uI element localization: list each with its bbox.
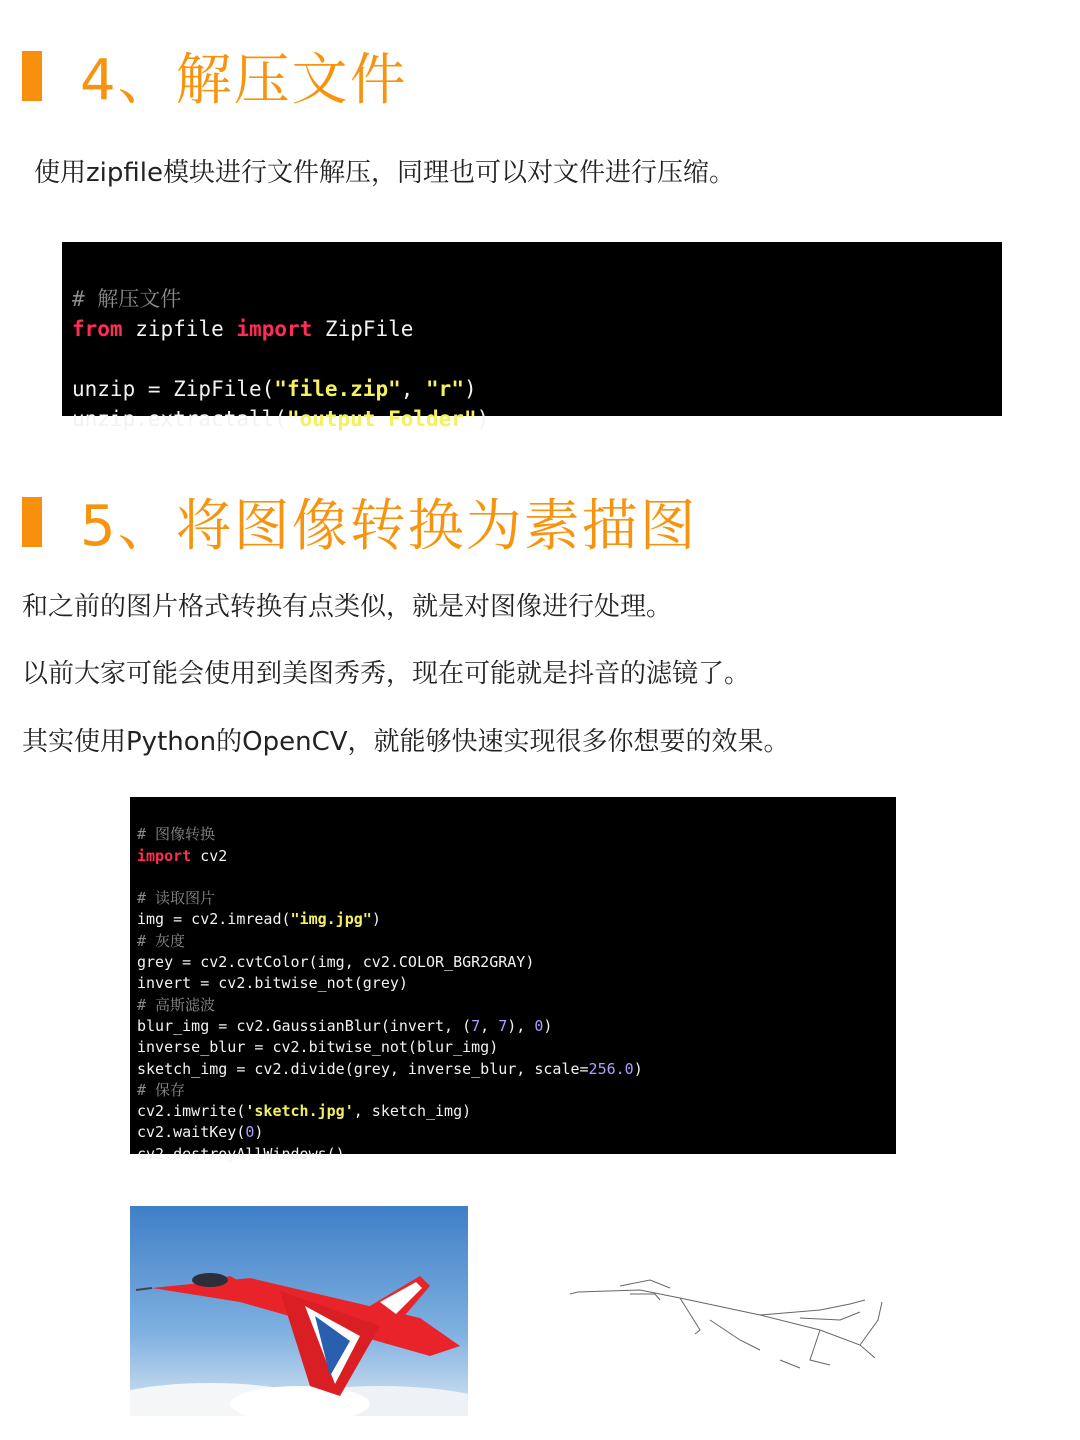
sketch-lines — [570, 1280, 882, 1368]
code-line — [137, 846, 889, 867]
code-token: ) — [543, 1016, 553, 1035]
code-line — [137, 1080, 889, 1101]
section-5-paragraph: 其实使用Python的OpenCV，就能够快速实现很多你想要的效果。 — [22, 727, 790, 757]
code-line: cv2.destroyAllWindows() — [137, 1144, 345, 1163]
code-keyword: import — [236, 317, 313, 341]
code-comment: # 解压文件 — [72, 287, 182, 311]
code-token: zipfile — [135, 317, 224, 341]
code-string: "file.zip" — [274, 377, 401, 401]
code-comment: # 保存 — [137, 1080, 186, 1099]
code-line — [137, 1059, 889, 1080]
code-number: 0 — [245, 1123, 255, 1142]
code-number: 7 — [471, 1016, 481, 1035]
section-5-title: 5、将图像转换为素描图 — [80, 494, 698, 559]
code-comment: # 灰度 — [137, 931, 186, 950]
code-token: sketch_img = cv2.divide(grey, inverse_blur, scale= — [137, 1059, 589, 1078]
code-number: 256.0 — [588, 1059, 634, 1078]
code-token: ) — [633, 1059, 643, 1078]
code-line — [72, 404, 992, 434]
jet-photo-image — [130, 1206, 468, 1416]
code-token: ) — [463, 377, 477, 401]
code-comment: # 高斯滤波 — [137, 995, 216, 1014]
code-line — [137, 1016, 889, 1037]
code-number: 7 — [498, 1016, 508, 1035]
code-token: blur_img = cv2.GaussianBlur(invert, ( — [137, 1016, 472, 1035]
section-4-heading — [22, 36, 408, 116]
code-block-sketch — [130, 797, 896, 1163]
code-line-blank — [137, 867, 889, 888]
code-token: img = cv2.imread( — [137, 910, 291, 929]
section-5-heading — [22, 482, 698, 562]
code-line — [137, 1122, 889, 1143]
code-keyword: import — [137, 846, 192, 865]
code-token: ) — [476, 407, 490, 431]
section-4-intro: 使用zipfile模块进行文件解压，同理也可以对文件进行压缩。 — [34, 158, 735, 188]
code-line — [72, 314, 992, 344]
code-line — [137, 888, 889, 909]
code-block-zip — [62, 242, 1002, 431]
code-comment: # 读取图片 — [137, 889, 216, 908]
code-line — [137, 1101, 889, 1122]
code-string: "output Folder" — [286, 407, 477, 431]
jet-photo — [130, 1206, 468, 1416]
code-token: , — [400, 377, 427, 401]
code-line — [72, 374, 992, 404]
section-5-paragraph: 以前大家可能会使用到美图秀秀，现在可能就是抖音的滤镜了。 — [22, 659, 751, 689]
code-token: ) — [254, 1123, 264, 1142]
code-keyword: from — [72, 317, 123, 341]
code-line — [137, 824, 889, 845]
section-4-title: 4、解压文件 — [80, 48, 408, 113]
code-line: invert = cv2.bitwise_not(grey) — [137, 974, 408, 993]
heading-accent-bar — [22, 51, 42, 101]
code-number: 0 — [534, 1016, 544, 1035]
code-line — [137, 995, 889, 1016]
code-token: , sketch_img) — [353, 1102, 472, 1121]
code-token: unzip = ZipFile( — [72, 377, 275, 401]
heading-accent-bar — [22, 497, 42, 547]
code-comment: # 图像转换 — [137, 825, 216, 844]
code-string: 'sketch.jpg' — [245, 1102, 354, 1121]
code-token: ), — [507, 1016, 535, 1035]
code-line-blank — [72, 344, 992, 374]
code-line: grey = cv2.cvtColor(img, cv2.COLOR_BGR2GRAY) — [137, 953, 535, 972]
code-token: ) — [371, 910, 381, 929]
code-string: "r" — [426, 377, 464, 401]
code-line — [137, 909, 889, 930]
code-line: inverse_blur = cv2.bitwise_not(blur_img) — [137, 1038, 499, 1057]
code-token: cv2 — [200, 846, 228, 865]
code-token: ZipFile — [324, 317, 414, 341]
code-line — [72, 284, 992, 314]
section-5-paragraph: 和之前的图片格式转换有点类似，就是对图像进行处理。 — [22, 592, 673, 622]
code-line — [137, 931, 889, 952]
code-token: cv2.imwrite( — [137, 1102, 246, 1121]
jet-sketch — [560, 1260, 890, 1400]
code-token: cv2.waitKey( — [137, 1123, 246, 1142]
code-string: "img.jpg" — [290, 910, 372, 929]
code-token: unzip.extractall( — [72, 407, 287, 431]
code-token: , — [480, 1016, 499, 1035]
jet-sketch-image — [560, 1260, 890, 1400]
